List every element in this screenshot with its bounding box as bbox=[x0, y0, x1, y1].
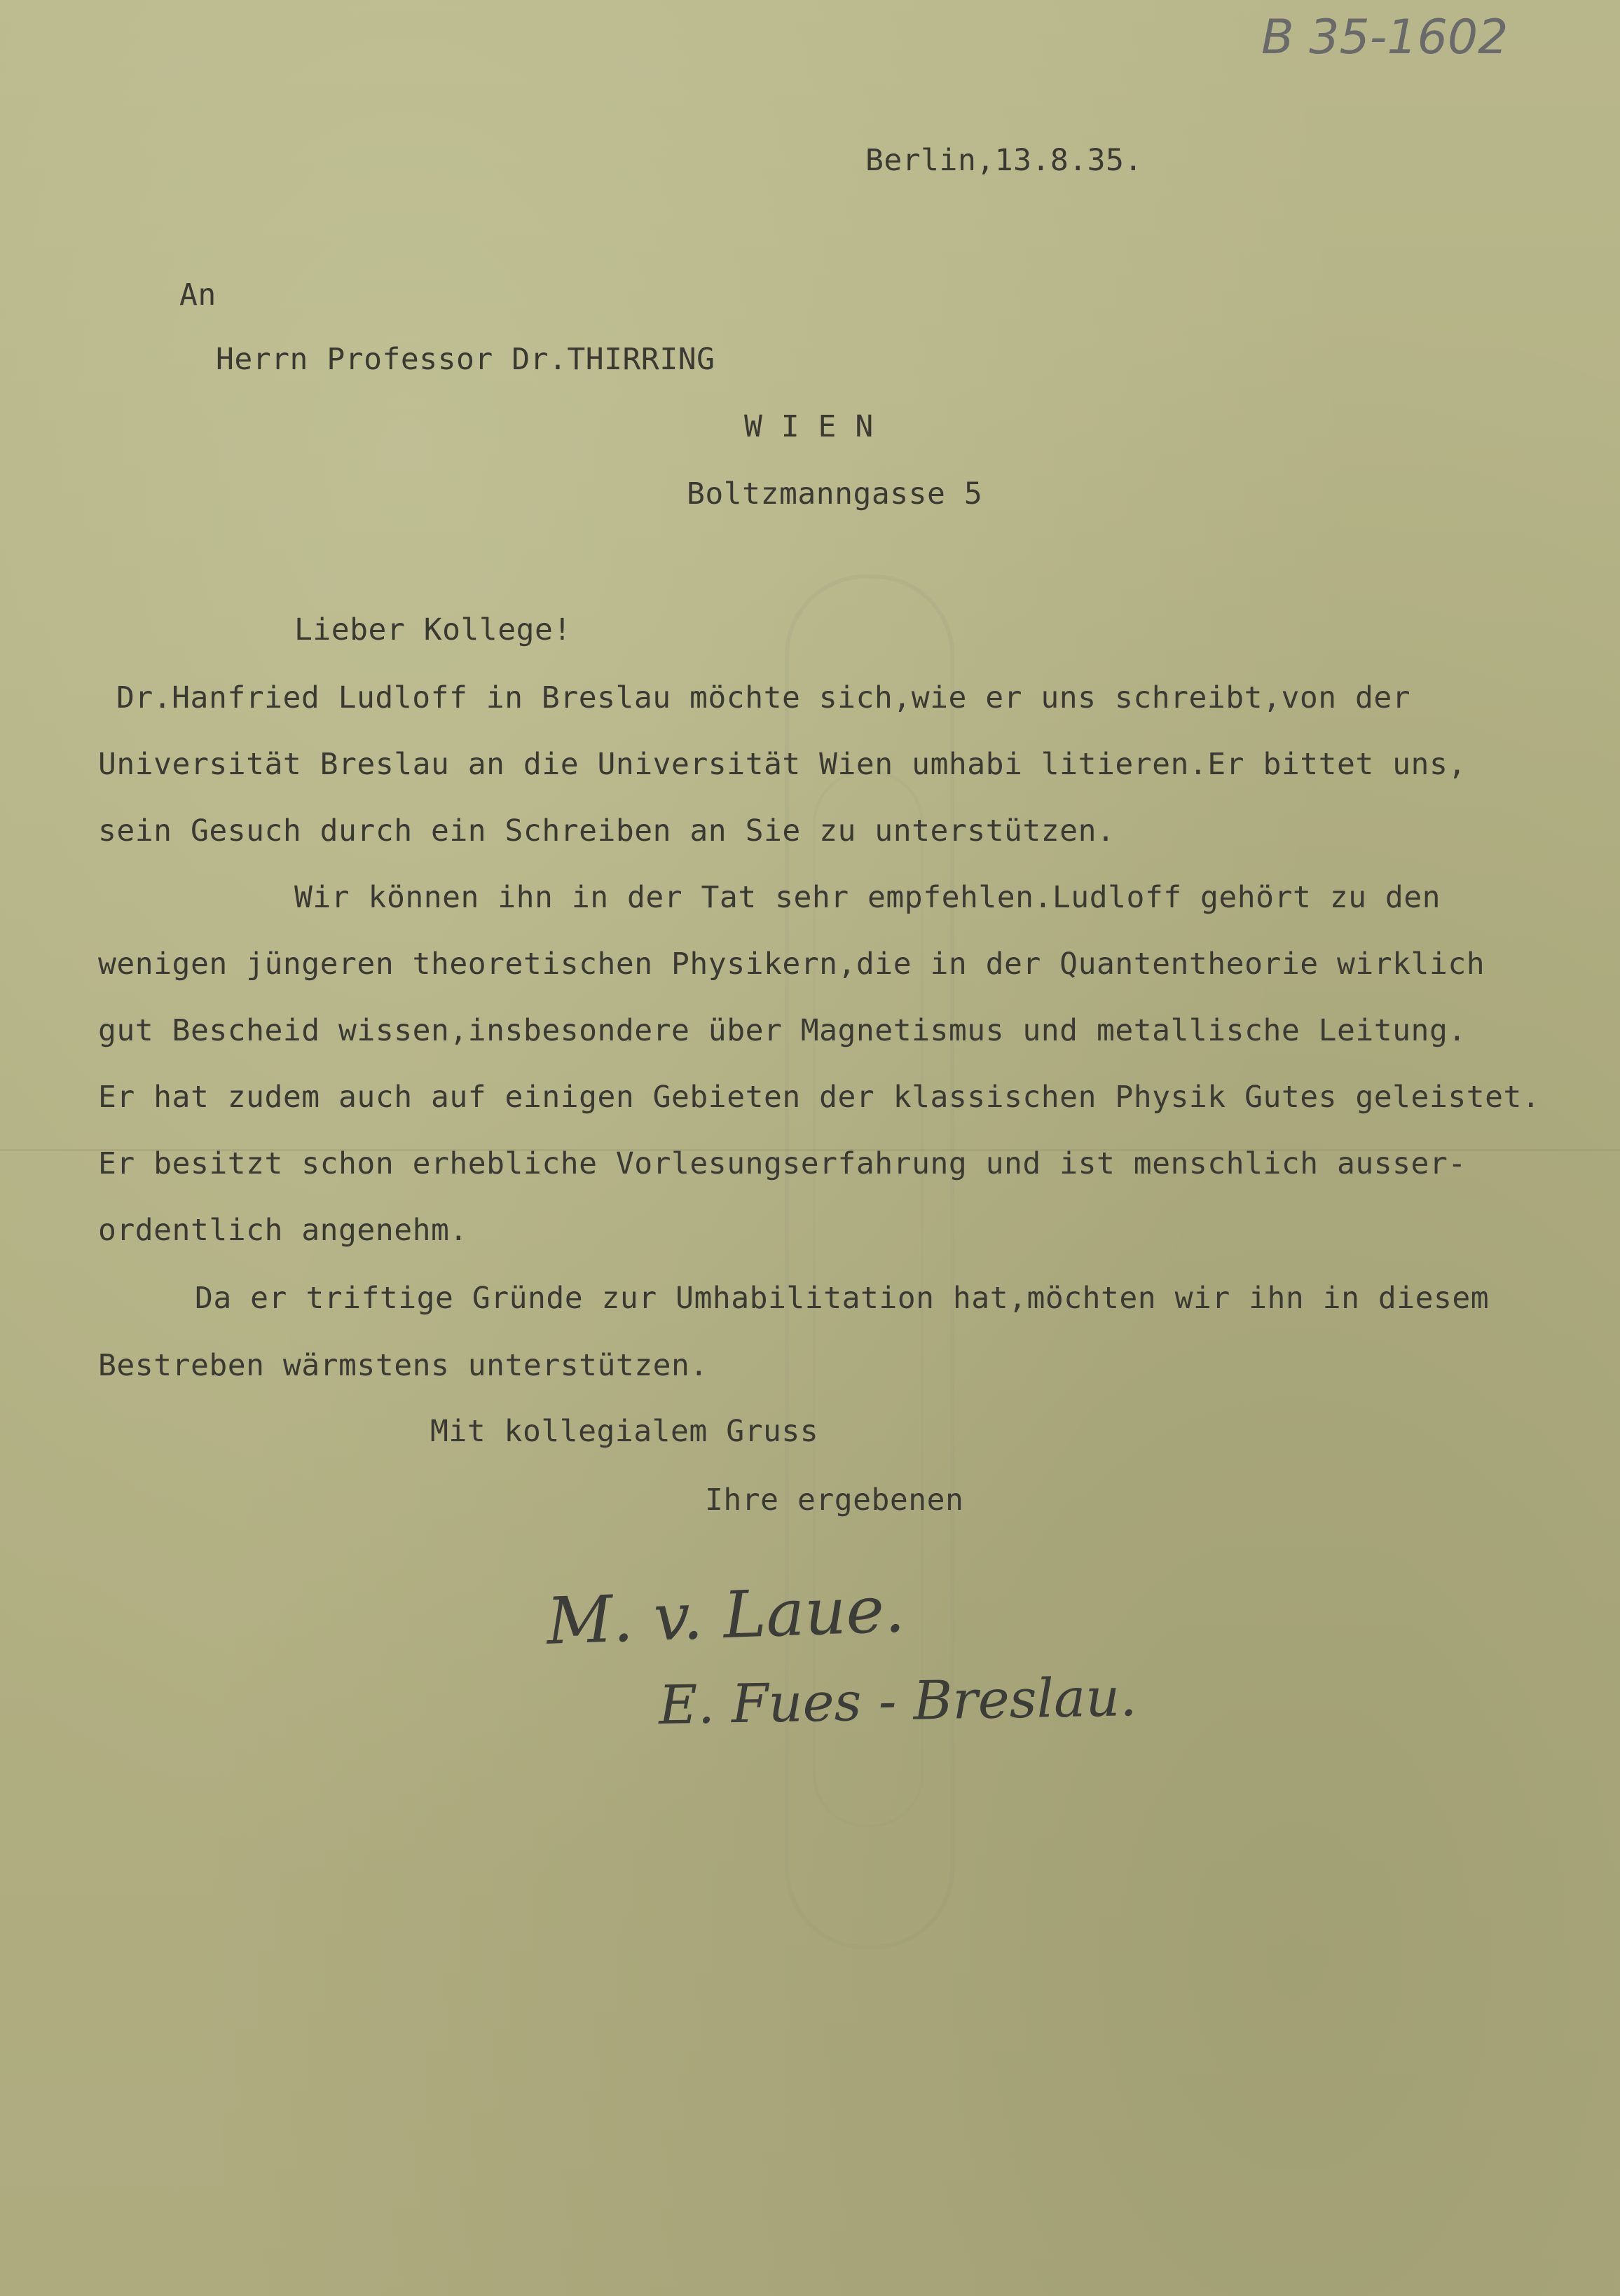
body-line: Dr.Hanfried Ludloff in Breslau möchte sich,wie er uns schreibt,von der bbox=[116, 680, 1411, 715]
body-line: Da er triftige Gründe zur Umhabilitation hat,möchten wir ihn in diesem bbox=[195, 1281, 1490, 1316]
body-line: Universität Breslau an die Universität Wien umhabi litieren.Er bittet uns, bbox=[98, 747, 1467, 782]
recipient-street: Boltzmanngasse 5 bbox=[687, 476, 983, 511]
archive-number: B 35-1602 bbox=[1261, 10, 1509, 65]
body-line: wenigen jüngeren theoretischen Physikern,die in der Quantentheorie wirklich bbox=[98, 947, 1485, 982]
recipient-city: W I E N bbox=[744, 409, 874, 444]
body-line: sein Gesuch durch ein Schreiben an Sie zu unterstützen. bbox=[98, 813, 1116, 848]
signature-fues: E. Fues - Breslau. bbox=[658, 1665, 1138, 1736]
closing: Mit kollegialem Gruss bbox=[430, 1414, 819, 1449]
body-line: Er besitzt schon erhebliche Vorlesungserfahrung und ist menschlich ausser- bbox=[98, 1146, 1467, 1181]
place-date: Berlin,13.8.35. bbox=[865, 143, 1143, 178]
body-line: ordentlich angenehm. bbox=[98, 1213, 468, 1248]
recipient-name: Herrn Professor Dr.THIRRING bbox=[216, 342, 715, 377]
body-line: Wir können ihn in der Tat sehr empfehlen.Ludloff gehört zu den bbox=[294, 880, 1441, 915]
recipient-prefix: An bbox=[179, 277, 217, 312]
signature-laue: M. v. Laue. bbox=[545, 1572, 906, 1659]
body-line: Bestreben wärmstens unterstützen. bbox=[98, 1348, 708, 1383]
closing-2: Ihre ergebenen bbox=[705, 1483, 964, 1518]
body-line: Er hat zudem auch auf einigen Gebieten der klassischen Physik Gutes geleistet. bbox=[98, 1080, 1541, 1115]
salutation: Lieber Kollege! bbox=[294, 612, 572, 647]
body-line: gut Bescheid wissen,insbesondere über Magnetismus und metallische Leitung. bbox=[98, 1013, 1467, 1048]
